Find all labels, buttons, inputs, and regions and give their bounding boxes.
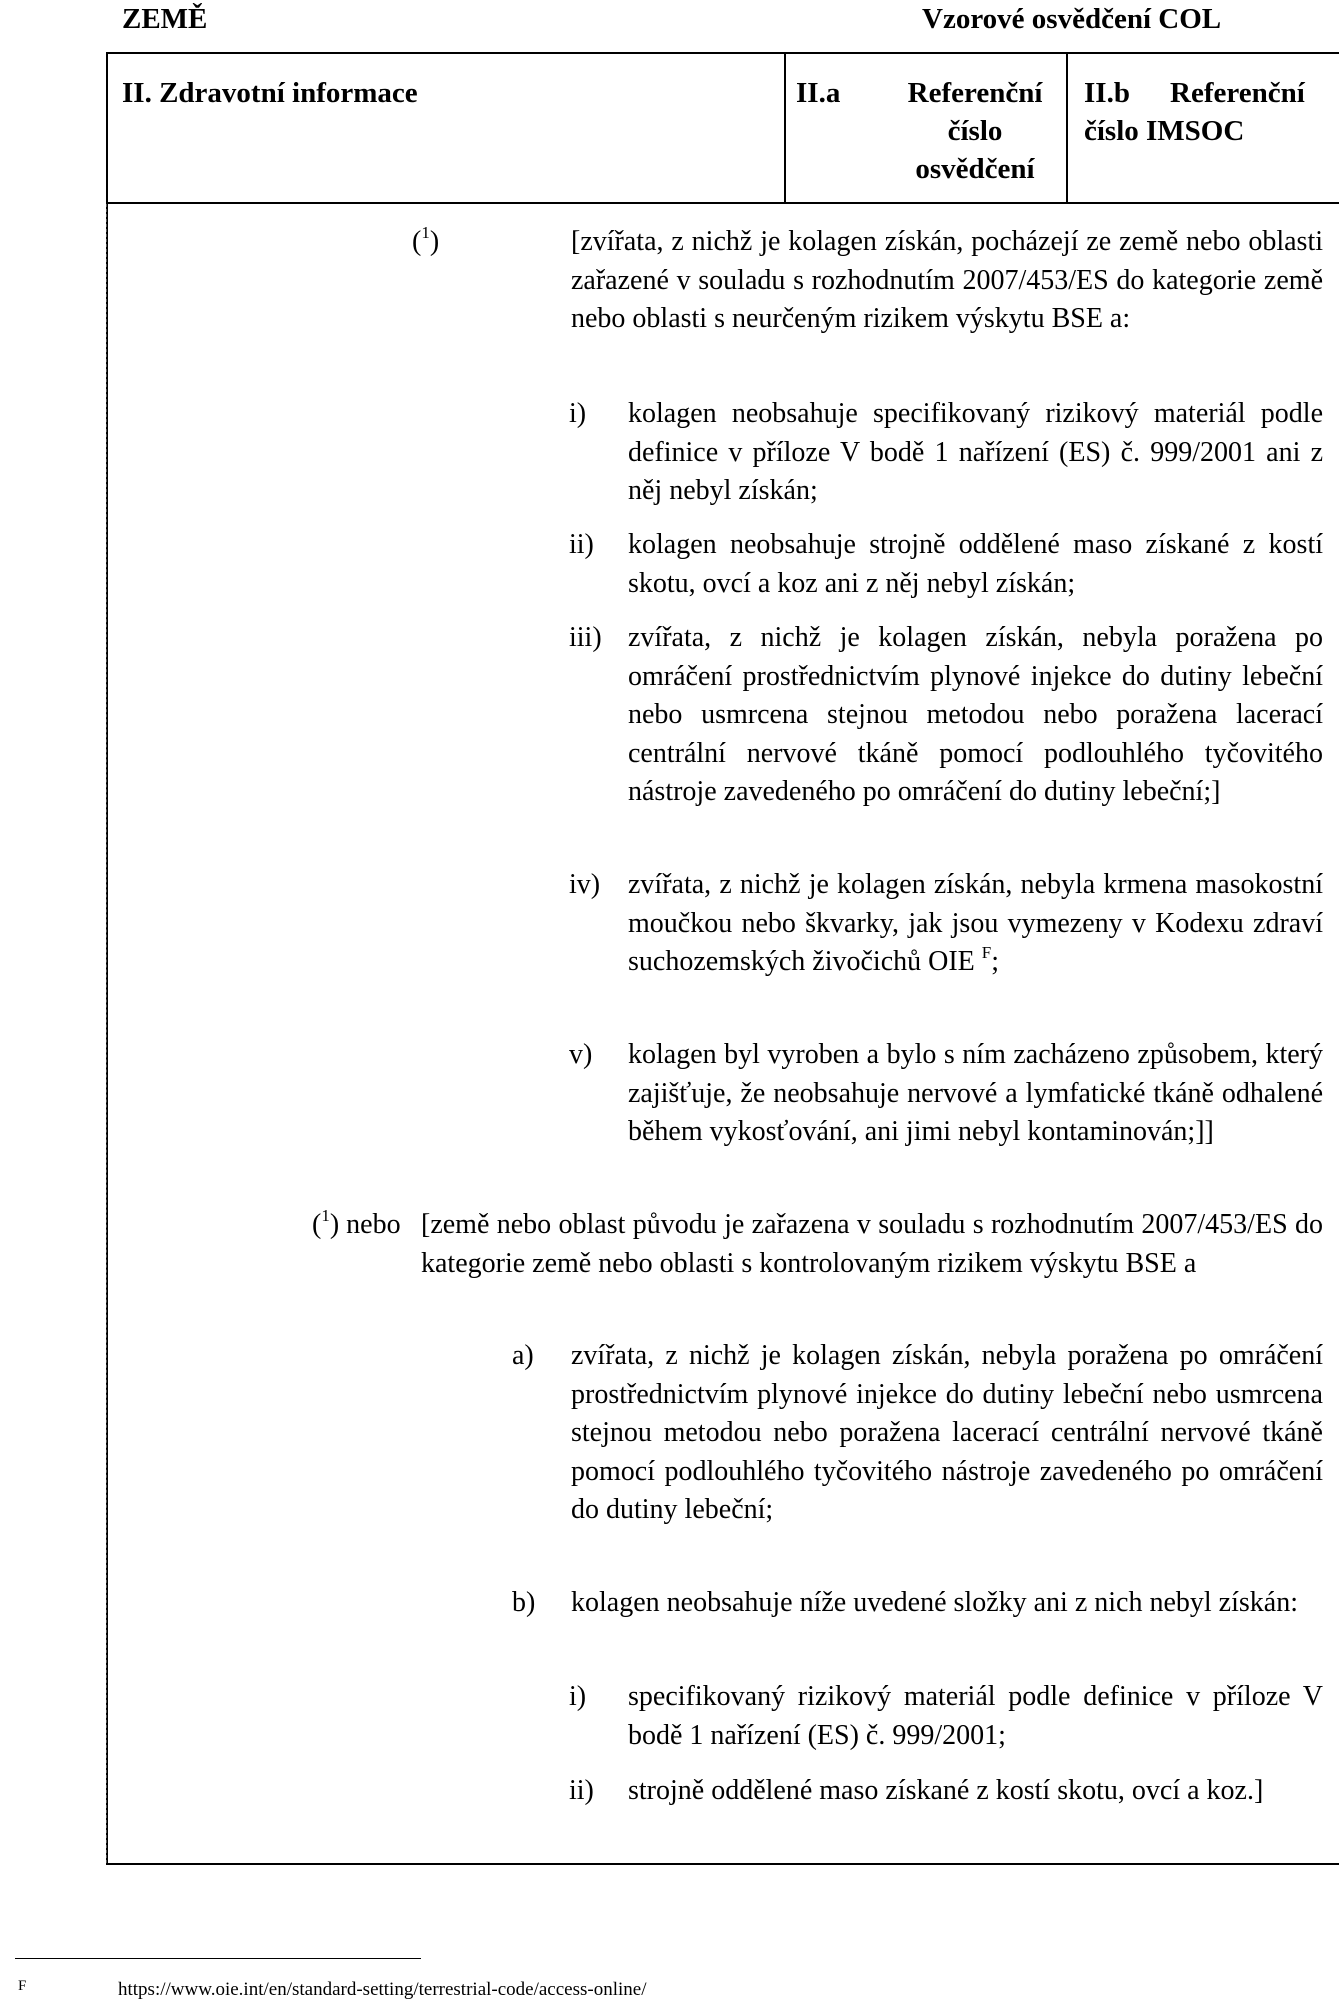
header-country: ZEMĚ: [122, 3, 208, 35]
col-b-number: II.b: [1084, 77, 1130, 109]
table-top-border: [106, 52, 1339, 54]
option2-marker: [312, 1206, 401, 1245]
opt1-item-ii-text: kolagen neobsahuje strojně oddělené maso získané z kostí skotu, ovcí a koz ani z něj nebyl získán;: [628, 529, 1323, 599]
left-margin-dashed-line: [106, 204, 107, 1863]
col-a-label: Referenční číslo osvědčení: [907, 77, 1043, 185]
opt2-item-a-label: a): [512, 1340, 534, 1371]
option2-marker-sup: 1: [321, 1205, 330, 1225]
opt2-b-item-i-label: i): [569, 1681, 587, 1712]
option1-marker-close: ): [429, 226, 440, 257]
header-col-divider-a: [784, 52, 786, 203]
option1-marker-sup: 1: [421, 222, 430, 242]
opt2-b-item-ii-text: strojně oddělené maso získané z kostí skotu, ovcí a koz.]: [628, 1775, 1264, 1806]
col-a-number: II.a: [796, 77, 841, 109]
option1-intro: [zvířata, z nichž je kolagen získán, pocházejí ze země nebo oblasti zařazené v souladu s rozhodnutím 2007/453/ES do kategorie země nebo oblasti s neurčeným rizikem výskytu BSE a:: [571, 226, 1323, 334]
option2-marker-close: ) nebo: [329, 1209, 401, 1240]
footnote-url[interactable]: https://www.oie.int/en/standard-setting/terrestrial-code/access-online/: [118, 1979, 647, 2000]
opt1-item-v-text: kolagen byl vyroben a bylo s ním zacházeno způsobem, který zajišťuje, že neobsahuje nervové a lymfatické tkáně odhalené během vykosťování, ani jimi nebyl kontaminován;]]: [628, 1039, 1323, 1147]
option2-intro: [země nebo oblast původu je zařazena v souladu s rozhodnutím 2007/453/ES do kategorie země nebo oblasti s kontrolovaným rizikem výskytu BSE a: [421, 1209, 1323, 1279]
opt2-b-item-ii-label: ii): [569, 1775, 594, 1806]
header-col-divider-b: [1066, 52, 1068, 203]
opt1-item-iii-text: zvířata, z nichž je kolagen získán, nebyla poražena po omráčení prostřednictvím plynové injekce do dutiny lebeční nebo usmrcena stejnou metodou nebo poražena lacerací centrální nervové tkáně pomocí podlouhlého tyčovitého nástroje zavedeného po omráčení do dutiny lebeční;]: [628, 622, 1323, 807]
opt1-item-iv-body: zvířata, z nichž je kolagen získán, nebyla krmena masokostní moučkou nebo škvarky, jak jsou vymezeny v Kodexu zdraví suchozemských živočichů OIE: [628, 869, 1323, 977]
option2-marker-open: (: [312, 1209, 322, 1240]
opt1-item-v-label: v): [569, 1039, 593, 1070]
opt1-item-i-label: i): [569, 398, 587, 429]
col-b-label: Referenční číslo IMSOC: [1084, 77, 1305, 147]
opt1-item-ii-label: ii): [569, 529, 594, 560]
opt2-item-b-label: b): [512, 1587, 536, 1618]
option1-marker-open: (: [412, 226, 422, 257]
opt2-b-item-i-text: specifikovaný rizikový materiál podle definice v příloze V bodě 1 nařízení (ES) č. 999/2001;: [628, 1681, 1323, 1751]
option1-marker: [412, 223, 439, 262]
footnote-ref-F: F: [981, 942, 992, 962]
table-header-bottom-border: [106, 202, 1339, 204]
opt1-item-iv-label: iv): [569, 869, 601, 900]
opt1-item-iv-text: [628, 866, 1323, 982]
opt1-item-iv-tail: ;: [991, 946, 1000, 977]
section-title: II. Zdravotní informace: [122, 77, 418, 109]
opt2-item-b-text: kolagen neobsahuje níže uvedené složky ani z nich nebyl získán:: [571, 1587, 1298, 1618]
footnote-separator: [15, 1958, 421, 1959]
header-certificate-model: Vzorové osvědčení COL: [922, 3, 1222, 35]
opt1-item-i-text: kolagen neobsahuje specifikovaný rizikový materiál podle definice v příloze V bodě 1 nařízení (ES) č. 999/2001 ani z něj nebyl získán;: [628, 398, 1323, 506]
opt2-item-a-text: zvířata, z nichž je kolagen získán, nebyla poražena po omráčení prostřednictvím plynové injekce do dutiny lebeční nebo usmrcena stejnou metodou nebo poražena lacerací centrální nervové tkáně pomocí podlouhlého tyčovitého nástroje zavedeného po omráčení do dutiny lebeční;: [571, 1340, 1323, 1525]
opt1-item-iii-label: iii): [569, 622, 602, 653]
footnote-marker: F: [18, 1978, 27, 1994]
table-bottom-border: [106, 1863, 1339, 1865]
